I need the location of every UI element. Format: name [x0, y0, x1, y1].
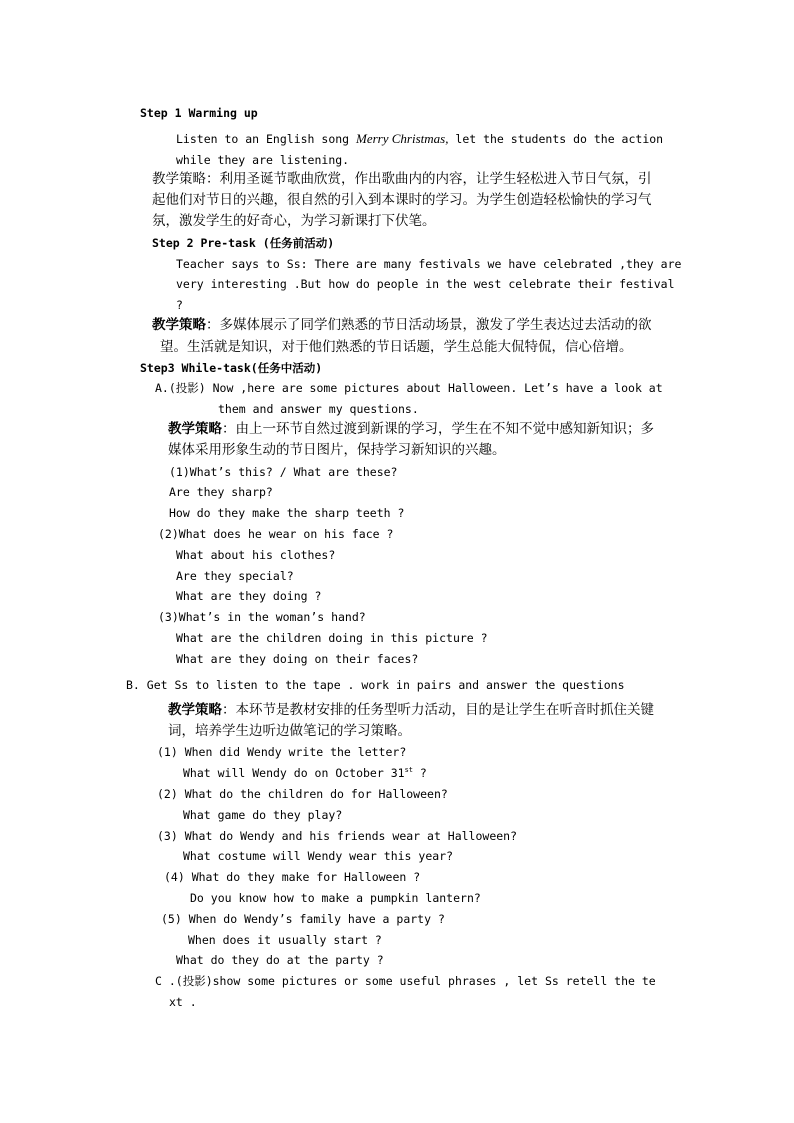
step1-line-1-pre: Listen to an English song: [176, 132, 357, 146]
b-question-1: (1) When did Wendy write the letter?: [157, 745, 407, 759]
a-question-9: What are the children doing in this picture ?: [176, 631, 488, 645]
step3-b-strategy-2: 词，培养学生边听边做笔记的学习策略。: [168, 723, 411, 739]
b-question-9: (5) When do Wendy’s family have a party ?: [161, 912, 445, 926]
b-question-11: What do they do at the party ?: [176, 953, 384, 967]
strategy-label: 教学策略: [168, 421, 222, 437]
step1-strategy-2: 起他们对节日的兴趣，很自然的引入到本课时的学习。为学生创造轻松愉快的学习气: [152, 192, 652, 208]
a-question-1: (1)What’s this? / What are these?: [169, 465, 398, 479]
step2-strategy-2: 望。生活就是知识，对于他们熟悉的节日话题，学生总能大侃特侃，信心倍增。: [160, 339, 633, 355]
step2-line-2: very interesting .But how do people in the west celebrate their festival: [176, 277, 675, 291]
a-question-3: How do they make the sharp teeth ?: [169, 506, 405, 520]
step1-line-1-post: let the students do the action: [448, 132, 664, 146]
step3-c-line-2: xt .: [169, 995, 197, 1009]
step2-strategy-1: [152, 316, 652, 334]
strategy-label: 教学策略: [168, 702, 222, 718]
step1-heading: Step 1 Warming up: [140, 106, 258, 120]
step3-a-strategy-1: [168, 420, 654, 438]
b-question-2-text: What will Wendy do on October 31: [183, 766, 405, 780]
step3-a-line-2: them and answer my questions.: [218, 402, 419, 416]
a-question-2: Are they sharp?: [169, 485, 273, 499]
step3-a-strategy-text: ：由上一环节自然过渡到新课的学习，学生在不知不觉中感知新知识；多: [222, 421, 654, 437]
step3-c-line-1: C .(投影)show some pictures or some useful phrases , let Ss retell the te: [155, 974, 656, 988]
b-question-4: What game do they play?: [183, 808, 343, 822]
step3-a-strategy-2: 媒体采用形象生动的节日图片，保持学习新知识的兴趣。: [168, 442, 506, 458]
b-question-10: When does it usually start ?: [188, 933, 382, 947]
step3-a-line-1: A.(投影) Now ,here are some pictures about Halloween. Let’s have a look at: [155, 381, 663, 395]
a-question-8: (3)What’s in the woman’s hand?: [158, 610, 366, 624]
b-question-2: [183, 764, 427, 782]
step2-heading: Step 2 Pre-task (任务前活动): [152, 236, 335, 250]
b-question-7: (4) What do they make for Halloween ?: [164, 870, 421, 884]
b-question-3: (2) What do the children do for Halloween?: [157, 787, 448, 801]
a-question-6: Are they special?: [176, 569, 294, 583]
a-question-10: What are they doing on their faces?: [176, 652, 419, 666]
step3-b-line: B. Get Ss to listen to the tape . work in pairs and answer the questions: [126, 678, 625, 692]
step2-line-3: ?: [176, 298, 183, 312]
step3-heading: Step3 While-task(任务中活动): [140, 361, 323, 375]
step1-line-2: while they are listening.: [176, 153, 350, 167]
step1-line-1: [176, 130, 663, 148]
song-title: Merry Christmas,: [356, 131, 449, 146]
b-question-6: What costume will Wendy wear this year?: [183, 849, 454, 863]
b-question-8: Do you know how to make a pumpkin lantern?: [190, 891, 481, 905]
step1-strategy-1: 教学策略：利用圣诞节歌曲欣赏，作出歌曲内的内容，让学生轻松进入节日气氛，引: [152, 171, 652, 187]
step2-line-1: Teacher says to Ss: There are many festivals we have celebrated ,they are: [176, 257, 682, 271]
step2-strategy-text: ：多媒体展示了同学们熟悉的节日活动场景，激发了学生表达过去活动的欲: [206, 317, 652, 333]
step3-b-strategy-1: [168, 701, 654, 719]
strategy-label: 教学策略: [152, 317, 206, 333]
step3-b-strategy-text: ：本环节是教材安排的任务型听力活动，目的是让学生在听音时抓住关键: [222, 702, 654, 718]
ordinal-suffix: st: [404, 766, 413, 774]
a-question-7: What are they doing ?: [176, 589, 322, 603]
step1-strategy-3: 氛，激发学生的好奇心，为学习新课打下伏笔。: [152, 213, 436, 229]
b-question-5: (3) What do Wendy and his friends wear at Halloween?: [157, 829, 518, 843]
a-question-5: What about his clothes?: [176, 548, 336, 562]
a-question-4: (2)What does he wear on his face ?: [158, 527, 394, 541]
b-question-2-tail: ?: [413, 766, 427, 780]
